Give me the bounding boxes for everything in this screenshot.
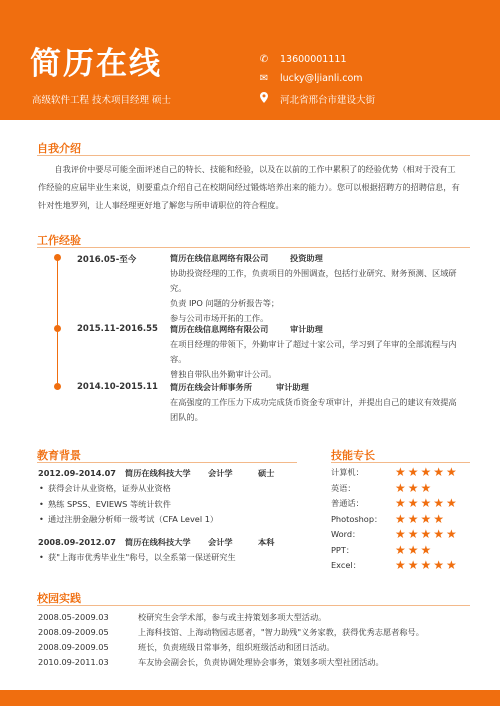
campus-date: 2010.09-2011.03 — [38, 657, 109, 667]
footer-bar — [0, 690, 500, 706]
campus-date: 2008.09-2009.05 — [38, 627, 109, 637]
skill-row — [331, 467, 481, 478]
envelope-icon: ✉ — [259, 73, 269, 84]
skill-row — [331, 480, 481, 495]
education-date: 2012.09-2014.07 — [38, 468, 116, 478]
experience-role: 审计助理 — [276, 382, 309, 392]
education-degree: 硕士 — [258, 468, 275, 478]
experience-desc — [170, 395, 470, 425]
skills-title: 技能专长 — [331, 449, 375, 462]
star-rating-icon: ★★★ — [395, 542, 434, 557]
candidate-subtitle: 高级软件工程 技术项目经理 硕士 — [32, 95, 172, 106]
contact-address — [258, 92, 375, 106]
star-rating-icon: ★★★★★ — [395, 465, 459, 479]
education-bullet: • 获得会计从业资格，证券从业资格 — [48, 483, 171, 494]
campus-date: 2008.05-2009.03 — [38, 612, 109, 622]
experience-desc-line: 团队的。 — [170, 412, 203, 422]
intro-paragraph — [38, 160, 470, 214]
education-degree: 本科 — [258, 537, 275, 547]
skill-row — [331, 542, 481, 557]
intro-line: 自我评价中要尽可能全面评述自己的特长、技能和经验，以及在以前的工作中累积了的经验优势（相对于没有工 — [54, 164, 456, 174]
skill-label: 普通话： — [331, 498, 364, 508]
experience-date: 2016.05-至今 — [77, 255, 137, 265]
education-school: 简历在线科技大学 — [125, 537, 191, 547]
experience-desc — [170, 266, 470, 326]
education-bullet: • 熟练 SPSS、EVIEWS 等统计软件 — [48, 499, 171, 510]
star-rating-icon: ★★★★★ — [395, 527, 459, 541]
campus-desc: 车友协会副会长，负责协调处理协会事务，策划多项大型社团活动。 — [138, 657, 384, 667]
address-text: 河北省邢台市建设大街 — [280, 95, 376, 106]
timeline-dot — [54, 254, 61, 261]
campus-title: 校园实践 — [37, 592, 81, 605]
timeline-dot — [54, 325, 61, 332]
education-major: 会计学 — [208, 537, 233, 547]
intro-line: 针对性地罗列，让人事经理更好地了解您与所申请职位的符合程度。 — [38, 200, 284, 210]
experience-company: 简历在线信息网络有限公司 — [170, 253, 269, 263]
experience-role: 审计助理 — [290, 324, 323, 334]
contact-email[interactable] — [258, 73, 363, 84]
intro-title: 自我介绍 — [37, 142, 81, 155]
experience-desc-line: 参与公司市场开拓的工作。 — [170, 313, 269, 323]
star-rating-icon: ★★★★ — [395, 511, 447, 526]
experience-date: 2014.10-2015.11 — [77, 382, 158, 392]
email-text[interactable]: lucky@ljianli.com — [280, 73, 363, 84]
education-school: 简历在线科技大学 — [125, 468, 191, 478]
education-date: 2008.09-2012.07 — [38, 537, 116, 547]
experience-date: 2015.11-2016.55 — [77, 324, 158, 334]
experience-title: 工作经验 — [37, 234, 81, 247]
experience-desc-line: 究。 — [170, 283, 187, 293]
experience-desc-line: 负责 IPO 问题的分析报告等； — [170, 298, 280, 308]
skill-label: 英语： — [331, 482, 356, 493]
campus-desc: 班长，负责班级日常事务，组织班级活动和团日活动。 — [138, 642, 335, 652]
skill-label: Excel： — [331, 560, 361, 570]
contact-phone — [258, 54, 347, 65]
education-divider — [37, 462, 297, 463]
skill-row — [331, 498, 481, 509]
star-rating-icon: ★★★ — [395, 480, 434, 495]
timeline-dot — [54, 383, 61, 390]
star-rating-icon: ★★★★★ — [395, 496, 459, 510]
intro-divider — [37, 155, 470, 156]
education-title: 教育背景 — [37, 449, 81, 462]
header-banner — [0, 0, 500, 120]
timeline-line — [57, 258, 58, 389]
skill-label: Photoshop： — [331, 513, 383, 524]
candidate-name: 简历在线 — [30, 46, 162, 82]
experience-company: 简历在线会计师事务所 — [170, 382, 252, 392]
experience-desc — [170, 337, 470, 382]
skill-row — [331, 560, 481, 571]
location-pin-icon — [258, 92, 270, 106]
campus-desc: 校研究生会学术部，参与或主持策划多项大型活动。 — [138, 612, 327, 622]
education-bullet: • 获"上海市优秀毕业生"称号，以全系第一保送研究生 — [48, 552, 236, 563]
skill-label: PPT： — [331, 544, 355, 555]
skills-divider — [331, 462, 470, 463]
education-bullet: • 通过注册金融分析师一级考试（CFA Level 1） — [48, 514, 218, 525]
experience-divider — [37, 247, 470, 248]
experience-desc-line: 协助投资经理的工作，负责项目的外围调查，包括行业研究、财务预测、区域研 — [170, 268, 457, 278]
education-major: 会计学 — [208, 468, 233, 478]
experience-desc-line: 容。 — [170, 354, 187, 364]
skill-row — [331, 529, 481, 540]
skill-label: 计算机： — [331, 467, 364, 477]
experience-desc-line: 在高强度的工作压力下成功完成货币资金专项审计，并提出自己的建议有效提高 — [170, 397, 457, 407]
skill-label: Word： — [331, 529, 361, 539]
phone-text: 13600001111 — [280, 54, 347, 65]
star-rating-icon: ★★★★★ — [395, 558, 459, 572]
experience-company: 简历在线信息网络有限公司 — [170, 324, 269, 334]
intro-line: 作经验的应届毕业生来说，则要重点介绍自己在校期间经过锻炼培养出来的能力）。您可以根据招聘方的招聘信息，有 — [38, 182, 460, 192]
experience-desc-line: 在项目经理的带领下，外勤审计了超过十家公司，学习到了年审的全部流程与内 — [170, 339, 457, 349]
phone-icon: ✆ — [259, 54, 269, 65]
skill-row — [331, 511, 481, 526]
campus-divider — [37, 605, 470, 606]
campus-desc: 上海科技馆、上海动物园志愿者，"智力助残"义务家教，获得优秀志愿者称号。 — [138, 627, 424, 637]
campus-date: 2008.09-2009.05 — [38, 642, 109, 652]
experience-desc-line: 曾独自带队出外勤审计公司。 — [170, 369, 277, 379]
experience-role: 投资助理 — [290, 253, 323, 263]
